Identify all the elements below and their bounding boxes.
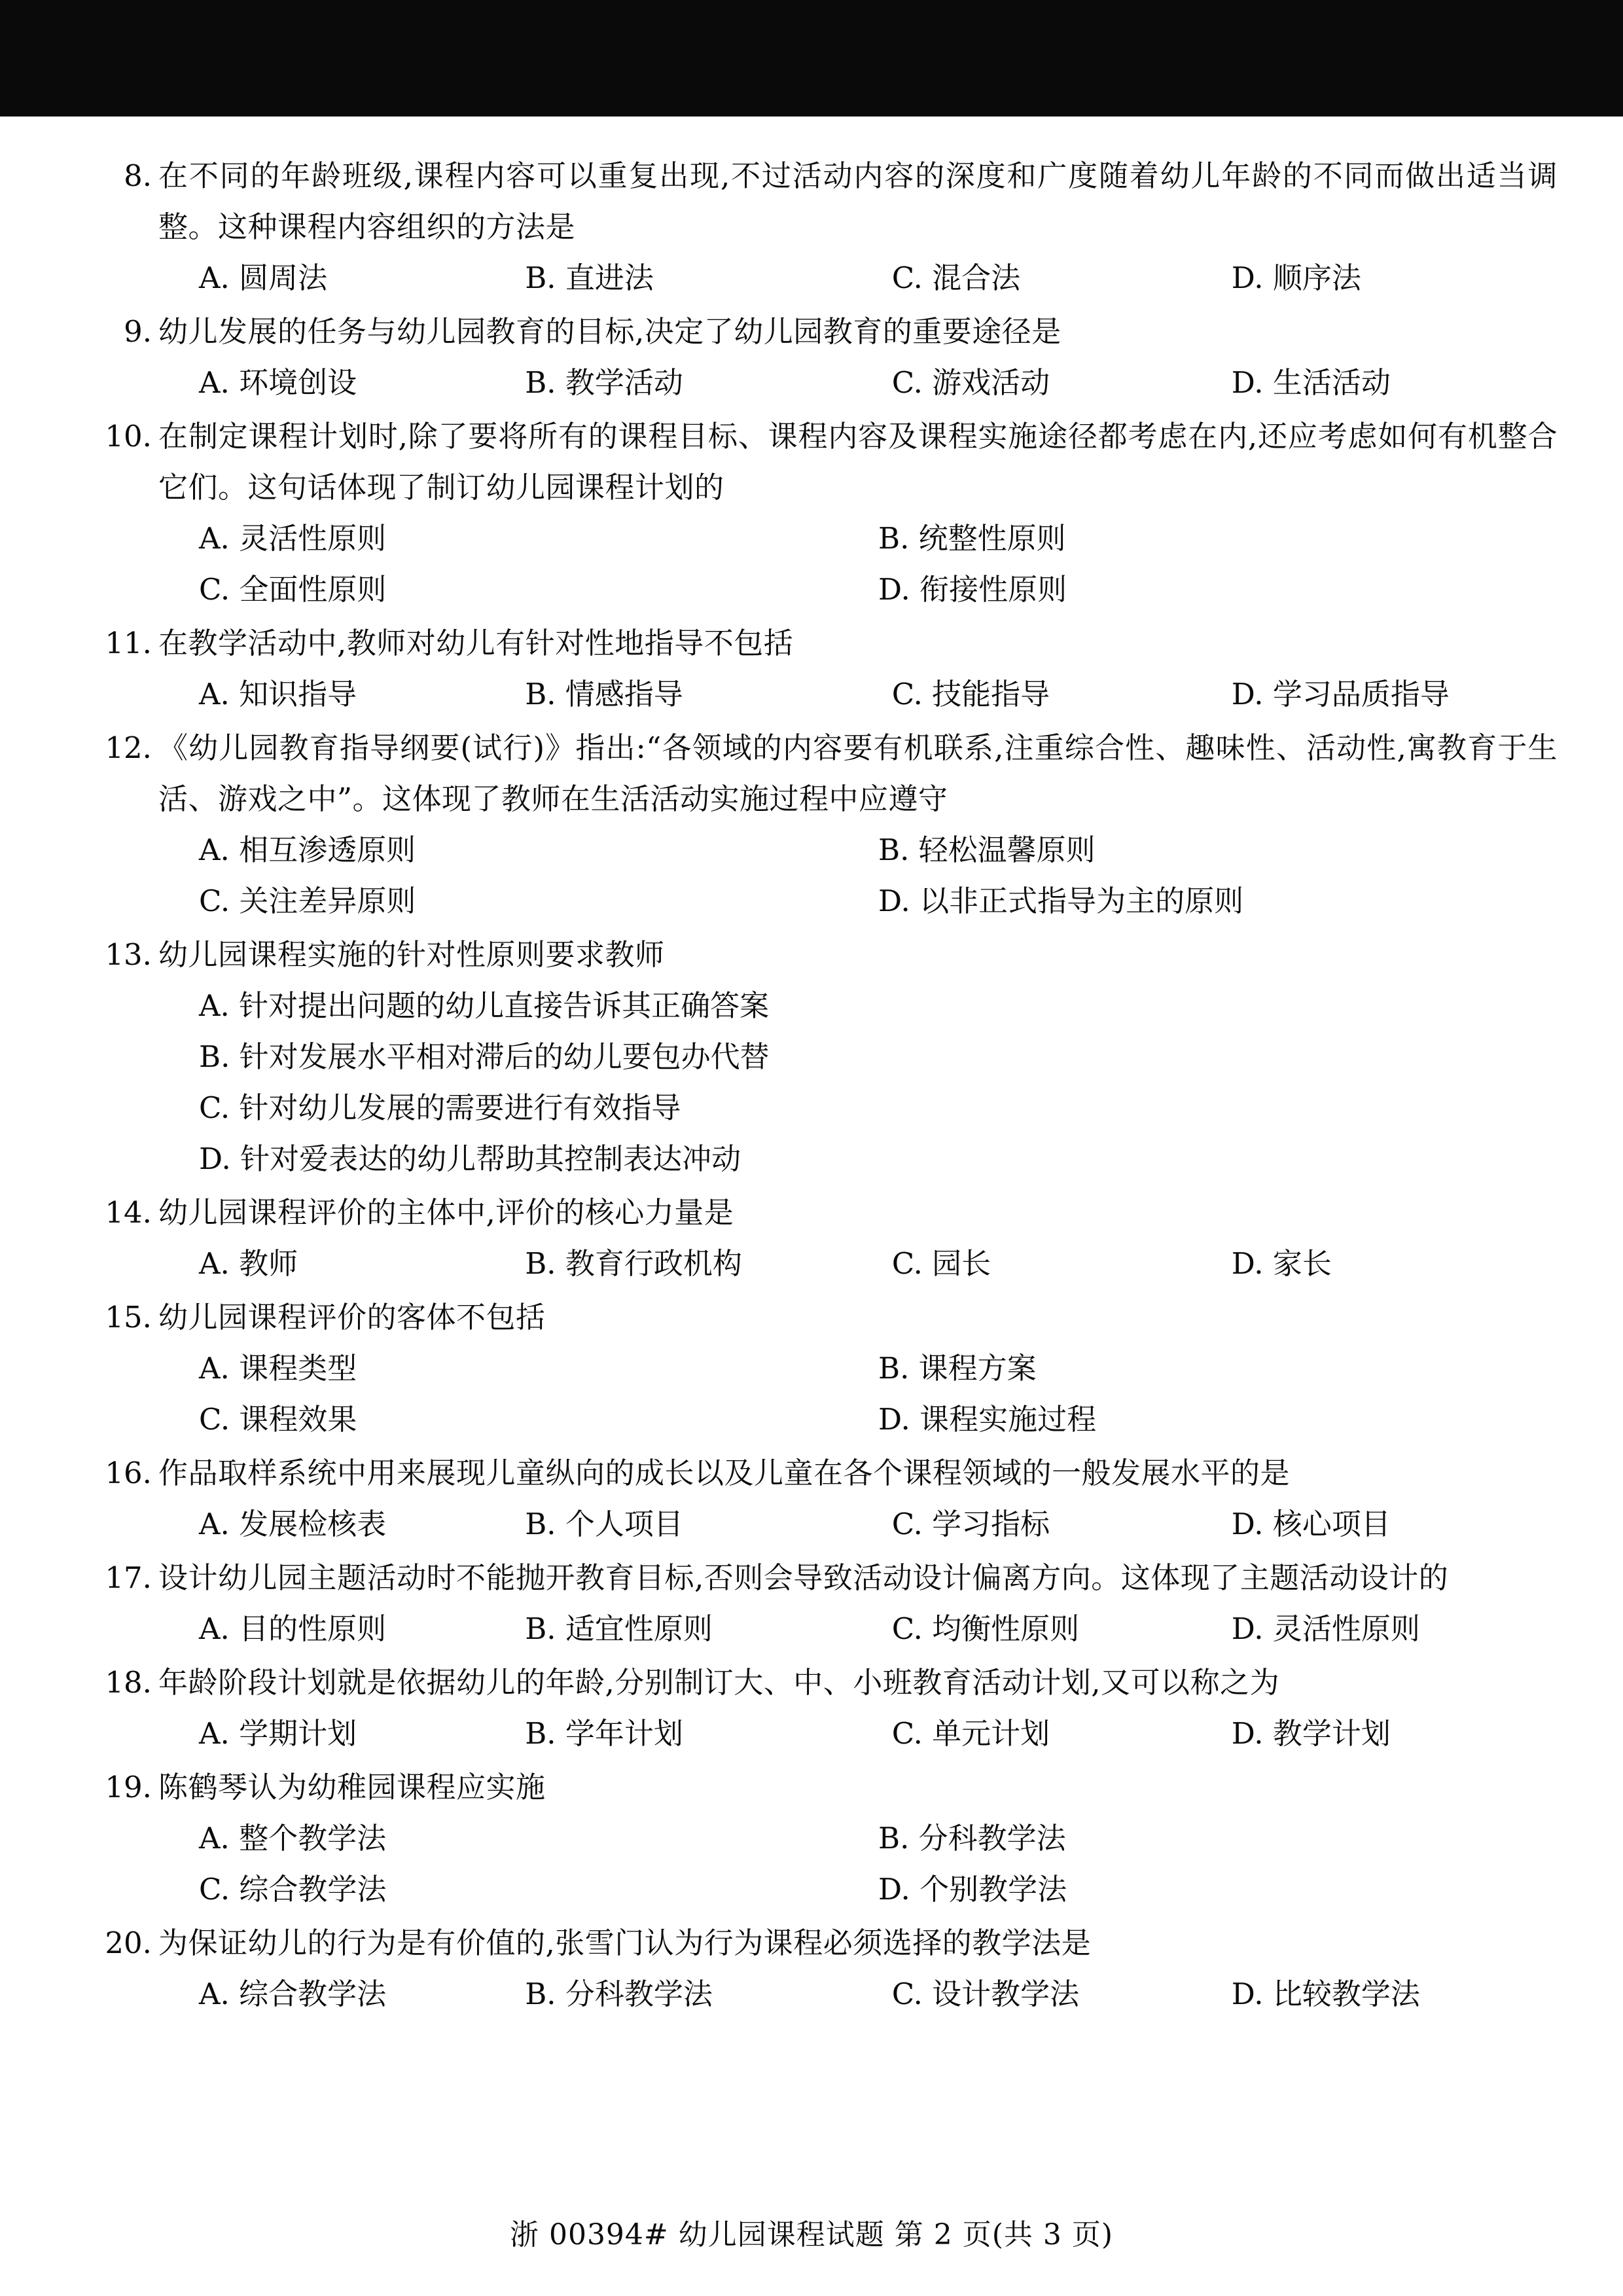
option-group <box>158 1499 1558 1550</box>
option-d[interactable]: D. 衔接性原则 <box>878 572 1067 607</box>
question-body <box>158 1918 1558 2020</box>
option-b[interactable]: B. 教学活动 <box>525 365 683 400</box>
option-c[interactable]: C. 均衡性原则 <box>891 1611 1080 1646</box>
option-c[interactable]: C. 综合教学法 <box>199 1872 387 1907</box>
question-item <box>98 929 1558 1185</box>
question-body <box>158 1448 1558 1550</box>
question-number: 16. <box>105 1456 152 1490</box>
option-b[interactable]: B. 情感指导 <box>525 677 683 711</box>
option-group <box>158 669 1558 720</box>
option-a[interactable]: A. 综合教学法 <box>199 1977 387 2011</box>
option-group <box>158 253 1558 304</box>
question-stem: 幼儿园课程评价的主体中,评价的核心力量是 <box>158 1195 734 1230</box>
question-number: 11. <box>105 626 152 660</box>
question-body <box>158 1187 1558 1289</box>
option-c[interactable]: C. 针对幼儿发展的需要进行有效指导 <box>199 1090 681 1125</box>
question-stem: 幼儿发展的任务与幼儿园教育的目标,决定了幼儿园教育的重要途径是 <box>158 314 1061 349</box>
option-a[interactable]: A. 整个教学法 <box>199 1821 387 1856</box>
question-item <box>98 306 1558 408</box>
option-group <box>158 1238 1558 1289</box>
option-c[interactable]: C. 学习指标 <box>891 1507 1050 1541</box>
option-b[interactable]: B. 教育行政机构 <box>525 1246 742 1281</box>
option-a[interactable]: A. 灵活性原则 <box>199 521 387 556</box>
option-b[interactable]: B. 分科教学法 <box>878 1821 1066 1856</box>
question-number: 19. <box>105 1770 152 1804</box>
option-group <box>158 1708 1558 1759</box>
option-c[interactable]: C. 技能指导 <box>891 677 1050 711</box>
question-body <box>158 1292 1558 1445</box>
option-b[interactable]: B. 适宜性原则 <box>525 1611 713 1646</box>
option-c[interactable]: C. 园长 <box>891 1246 991 1281</box>
question-item <box>98 723 1558 927</box>
question-number: 13. <box>105 937 152 972</box>
question-number: 12. <box>105 730 152 765</box>
option-b[interactable]: B. 统整性原则 <box>878 521 1066 556</box>
option-a[interactable]: A. 课程类型 <box>199 1351 357 1386</box>
option-a[interactable]: A. 相互渗透原则 <box>199 833 416 867</box>
option-d[interactable]: D. 比较教学法 <box>1231 1977 1420 2011</box>
option-b[interactable]: B. 针对发展水平相对滞后的幼儿要包办代替 <box>199 1039 770 1074</box>
question-body <box>158 723 1558 927</box>
option-d[interactable]: D. 个别教学法 <box>878 1872 1067 1907</box>
question-number: 10. <box>105 419 152 454</box>
question-stem: 年龄阶段计划就是依据幼儿的年龄,分别制订大、中、小班教育活动计划,又可以称之为 <box>158 1665 1280 1700</box>
question-body <box>158 151 1558 304</box>
option-d[interactable]: D. 学习品质指导 <box>1231 677 1450 711</box>
question-item <box>98 151 1558 304</box>
question-stem: 作品取样系统中用来展现儿童纵向的成长以及儿童在各个课程领域的一般发展水平的是 <box>158 1456 1291 1490</box>
option-d[interactable]: D. 顺序法 <box>1231 260 1361 295</box>
question-stem: 在不同的年龄班级,课程内容可以重复出现,不过活动内容的深度和广度随着幼儿年龄的不同而做出适当调整。这种课程内容组织的方法是 <box>158 158 1558 244</box>
question-stem: 幼儿园课程评价的客体不包括 <box>158 1300 546 1335</box>
question-item <box>98 1187 1558 1289</box>
question-body <box>158 1657 1558 1759</box>
option-b[interactable]: B. 学年计划 <box>525 1716 683 1751</box>
option-c[interactable]: C. 单元计划 <box>891 1716 1050 1751</box>
option-d[interactable]: D. 灵活性原则 <box>1231 1611 1420 1646</box>
question-item <box>98 618 1558 720</box>
stem-text: 在教学活动中,教师对幼儿有针对性地指导不包括 <box>158 626 794 660</box>
option-c[interactable]: C. 全面性原则 <box>199 572 387 607</box>
question-body <box>158 618 1558 720</box>
question-number: 18. <box>105 1665 152 1700</box>
question-number: 14. <box>105 1195 152 1230</box>
question-body <box>158 411 1558 615</box>
question-number: 15. <box>105 1300 152 1335</box>
option-c[interactable]: C. 设计教学法 <box>891 1977 1080 2011</box>
question-item <box>98 1657 1558 1759</box>
question-stem: 幼儿园课程实施的针对性原则要求教师 <box>158 937 665 972</box>
option-b[interactable]: B. 直进法 <box>525 260 654 295</box>
option-c[interactable]: C. 关注差异原则 <box>199 884 416 918</box>
option-b[interactable]: B. 轻松温馨原则 <box>878 833 1096 867</box>
option-group <box>158 1343 1558 1445</box>
option-d[interactable]: D. 家长 <box>1231 1246 1332 1281</box>
question-body <box>158 1762 1558 1915</box>
option-c[interactable]: C. 混合法 <box>891 260 1021 295</box>
option-a[interactable]: A. 圆周法 <box>199 260 328 295</box>
question-number: 9. <box>124 314 152 349</box>
page-footer: 浙 00394# 幼儿园课程试题 第 2 页(共 3 页) <box>509 2218 1114 2251</box>
question-body <box>158 929 1558 1185</box>
question-item <box>98 1552 1558 1655</box>
option-a[interactable]: A. 环境创设 <box>199 365 357 400</box>
option-a[interactable]: A. 目的性原则 <box>199 1611 387 1646</box>
option-c[interactable]: C. 游戏活动 <box>891 365 1050 400</box>
option-group <box>158 1969 1558 2020</box>
question-item <box>98 411 1558 615</box>
question-stem: 陈鹤琴认为幼稚园课程应实施 <box>158 1770 546 1804</box>
question-number: 17. <box>105 1560 152 1595</box>
option-group <box>158 357 1558 408</box>
option-b[interactable]: B. 分科教学法 <box>525 1977 713 2011</box>
option-group <box>158 1813 1558 1915</box>
option-group <box>158 980 1558 1185</box>
option-b[interactable]: B. 个人项目 <box>525 1507 683 1541</box>
option-d[interactable]: D. 以非正式指导为主的原则 <box>878 884 1244 918</box>
question-number: 20. <box>105 1926 152 1960</box>
option-a[interactable]: A. 知识指导 <box>199 677 357 711</box>
option-d[interactable]: D. 生活活动 <box>1231 365 1391 400</box>
question-stem: 为保证幼儿的行为是有价值的,张雪门认为行为课程必须选择的教学法是 <box>158 1926 1092 1960</box>
question-body <box>158 1552 1558 1655</box>
question-item <box>98 1762 1558 1915</box>
option-d[interactable]: D. 针对爱表达的幼儿帮助其控制表达冲动 <box>199 1141 741 1176</box>
option-group <box>158 1604 1558 1655</box>
option-d[interactable]: D. 核心项目 <box>1231 1507 1391 1541</box>
option-a[interactable]: A. 发展检核表 <box>199 1507 387 1541</box>
question-item <box>98 1448 1558 1550</box>
option-d[interactable]: D. 教学计划 <box>1231 1716 1391 1751</box>
option-a[interactable]: A. 教师 <box>199 1246 298 1281</box>
scan-header-band <box>0 0 1623 117</box>
question-list <box>98 151 1558 2022</box>
option-d[interactable]: D. 课程实施过程 <box>878 1402 1097 1437</box>
option-c[interactable]: C. 课程效果 <box>199 1402 357 1437</box>
question-item <box>98 1292 1558 1445</box>
question-stem <box>158 618 1558 669</box>
question-stem: 在制定课程计划时,除了要将所有的课程目标、课程内容及课程实施途径都考虑在内,还应考虑如何有机整合它们。这句话体现了制订幼儿园课程计划的 <box>158 419 1558 505</box>
question-stem: 《幼儿园教育指导纲要(试行)》指出:“各领域的内容要有机联系,注重综合性、趣味性、活动性,寓教育于生活、游戏之中”。这体现了教师在生活活动实施过程中应遵守 <box>158 730 1558 816</box>
option-a[interactable]: A. 针对提出问题的幼儿直接告诉其正确答案 <box>199 988 770 1023</box>
question-body <box>158 306 1558 408</box>
question-item <box>98 1918 1558 2020</box>
option-a[interactable]: A. 学期计划 <box>199 1716 357 1751</box>
question-stem: 设计幼儿园主题活动时不能抛开教育目标,否则会导致活动设计偏离方向。这体现了主题活动设计的 <box>158 1560 1449 1595</box>
option-b[interactable]: B. 课程方案 <box>878 1351 1037 1386</box>
option-group <box>158 825 1558 927</box>
question-number: 8. <box>124 158 152 193</box>
option-group <box>158 513 1558 615</box>
